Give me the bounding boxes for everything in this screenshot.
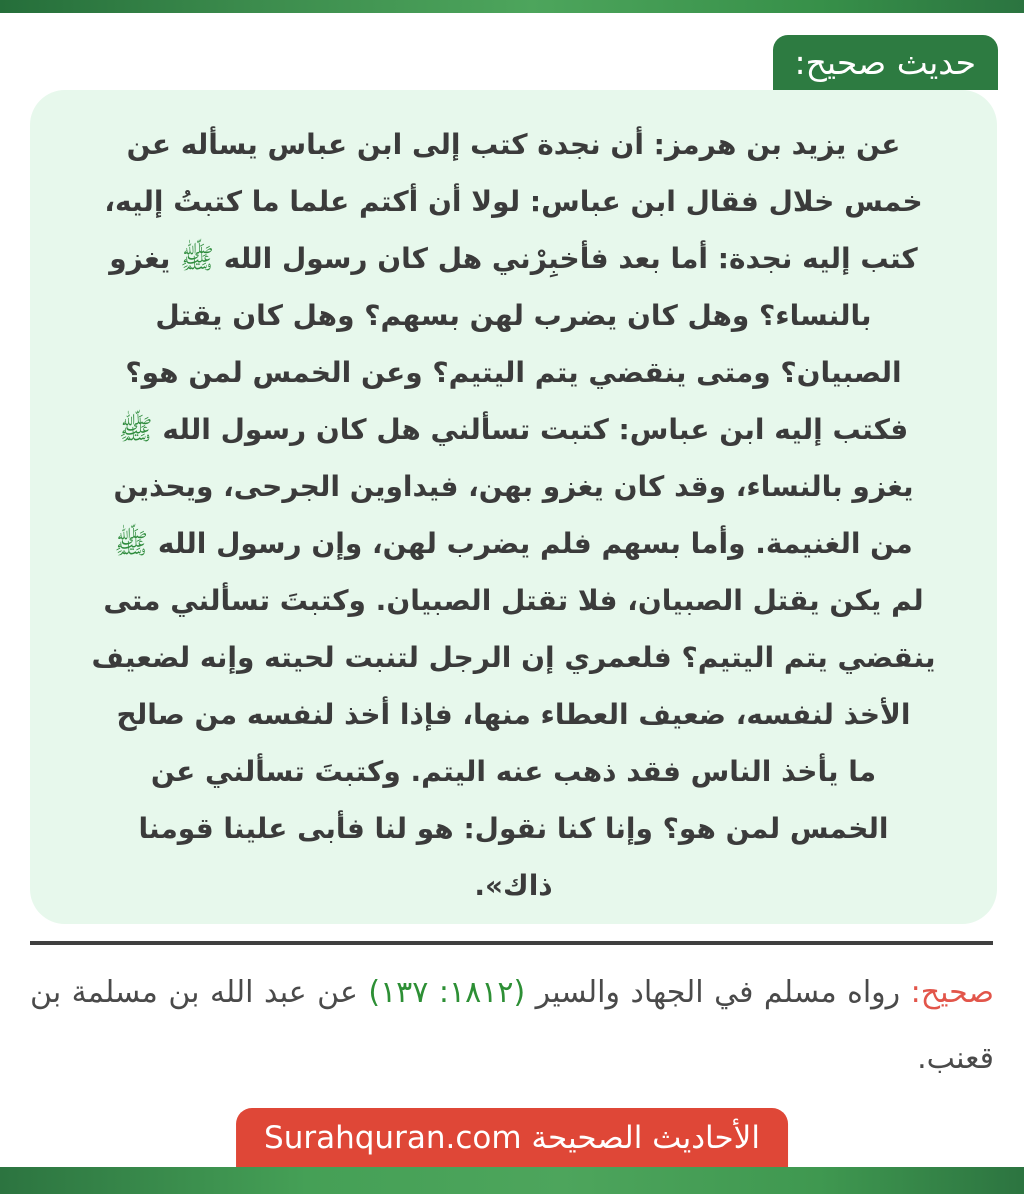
hadith-line: الأخذ لنفسه، ضعيف العطاء منها، فإذا أخذ لنفسه من صالح <box>116 698 911 731</box>
site-link-button[interactable]: الأحاديث الصحيحة Surahquran.com <box>236 1108 788 1168</box>
hadith-reference-number: (١٨١٢: ١٣٧) <box>368 975 526 1010</box>
hadith-line: لم يكن يقتل الصبيان، فلا تقتل الصبيان. وكتبتَ تسألني متى <box>103 584 924 617</box>
horizontal-divider <box>30 941 993 945</box>
narrator-text: عن عبد الله بن مسلمة بن قعنب. <box>30 975 994 1076</box>
hadith-line: ينقضي يتم اليتيم؟ فلعمري إن الرجل لتنبت لحيته وإنه لضعيف <box>91 641 936 674</box>
hadith-line: ذاك». <box>474 869 553 902</box>
saw-symbol: ﷺ <box>118 413 153 446</box>
hadith-line: عن يزيد بن هرمز: أن نجدة كتب إلى ابن عباس يسأله عن <box>126 128 901 161</box>
saw-symbol: ﷺ <box>180 242 214 275</box>
saw-symbol: ﷺ <box>114 527 149 560</box>
grading-attribution <box>30 960 994 1092</box>
hadith-line: الخمس لمن هو؟ وإنا كنا نقول: هو لنا فأبى علينا قومنا <box>138 812 889 845</box>
source-text: رواه مسلم في الجهاد والسير <box>535 975 901 1010</box>
hadith-line: فكتب إليه ابن عباس: كتبت تسألني هل كان رسول الله ﷺ <box>118 413 909 446</box>
hadith-line: الصبيان؟ ومتى ينقضي يتم اليتيم؟ وعن الخمس لمن هو؟ <box>125 356 902 389</box>
hadith-line: يغزو بالنساء، وقد كان يغزو بهن، فيداوين الجرحى، ويحذين <box>113 470 914 503</box>
grade-label: صحيح: <box>910 975 995 1010</box>
hadith-grade-badge: حديث صحيح: <box>773 35 999 90</box>
hadith-line: ما يأخذ الناس فقد ذهب عنه اليتم. وكتبتَ تسألني عن <box>150 755 877 788</box>
hadith-line: كتب إليه نجدة: أما بعد فأخبِرْني هل كان رسول الله ﷺ يغزو <box>109 242 918 275</box>
hadith-line: بالنساء؟ وهل كان يضرب لهن بسهم؟ وهل كان يقتل <box>155 299 872 332</box>
hadith-line: خمس خلال فقال ابن عباس: لولا أن أكتم علما ما كتبتُ إليه، <box>104 185 923 218</box>
bottom-green-bar <box>0 1167 1024 1194</box>
hadith-text-box <box>30 90 997 924</box>
hadith-line: من الغنيمة. وأما بسهم فلم يضرب لهن، وإن رسول الله ﷺ <box>114 527 913 560</box>
top-green-bar <box>0 0 1024 13</box>
